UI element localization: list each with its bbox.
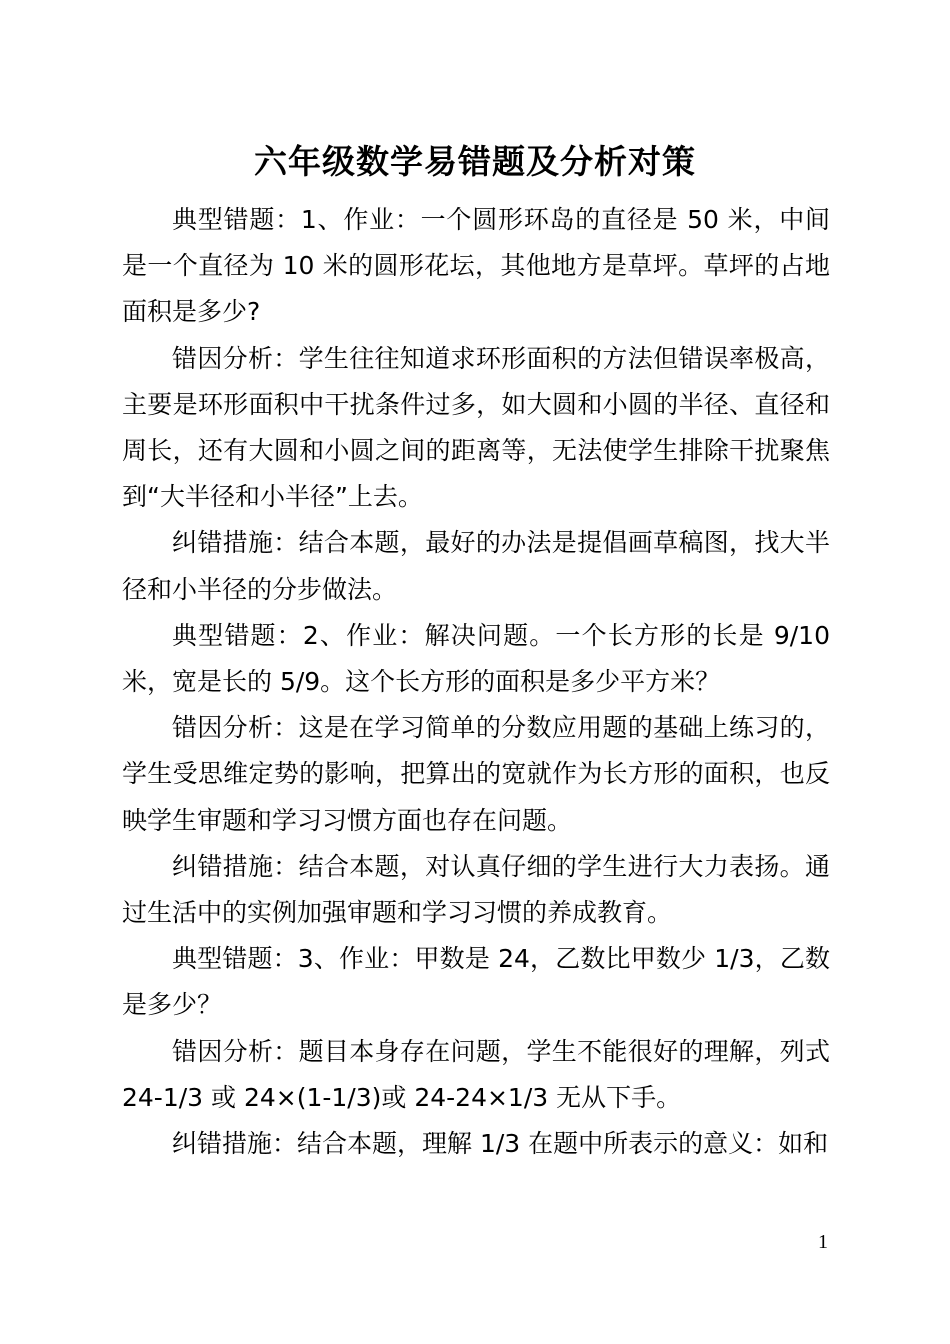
document-title: 六年级数学易错题及分析对策: [254, 142, 696, 181]
document-body: [122, 197, 830, 1167]
paragraph-correction-2: 纠错措施：结合本题，对认真仔细的学生进行大力表扬。通过生活中的实例加强审题和学习习惯的养成教育。: [122, 851, 830, 928]
paragraph-correction-1: 纠错措施：结合本题，最好的办法是提倡画草稿图，找大半径和小半径的分步做法。: [122, 528, 830, 604]
paragraph-correction-3: 纠错措施：结合本题，理解 1/3 在题中所表示的意义：如和: [172, 1129, 829, 1159]
page-number: 1: [818, 1231, 828, 1253]
paragraph-analysis-3: 错因分析：题目本身存在问题，学生不能很好的理解，列式 24-1/3 或 24×(1-1/3)或 24-24×1/3 无从下手。: [122, 1036, 830, 1112]
paragraph-error-1: 典型错题：1、作业：一个圆形环岛的直径是 50 米，中间是一个直径为 10 米的圆形花坛，其他地方是草坪。草坪的占地面积是多少?: [122, 205, 830, 327]
paragraph-error-2: 典型错题：2、作业：解决问题。一个长方形的长是 9/10 米，宽是长的 5/9。这个长方形的面积是多少平方米？: [122, 620, 830, 697]
paragraph-error-3: 典型错题：3、作业：甲数是 24，乙数比甲数少 1/3，乙数是多少？: [122, 944, 830, 1020]
paragraph-analysis-1: 错因分析：学生往往知道求环形面积的方法但错误率极高，主要是环形面积中干扰条件过多，如大圆和小圆的半径、直径和周长，还有大圆和小圆之间的距离等，无法使学生排除干扰聚焦到“大半径和小半径”上去。: [122, 343, 830, 512]
paragraph-analysis-2: 错因分析：这是在学习简单的分数应用题的基础上练习的，学生受思维定势的影响，把算出的宽就作为长方形的面积，也反映学生审题和学习习惯方面也存在问题。: [122, 713, 830, 835]
